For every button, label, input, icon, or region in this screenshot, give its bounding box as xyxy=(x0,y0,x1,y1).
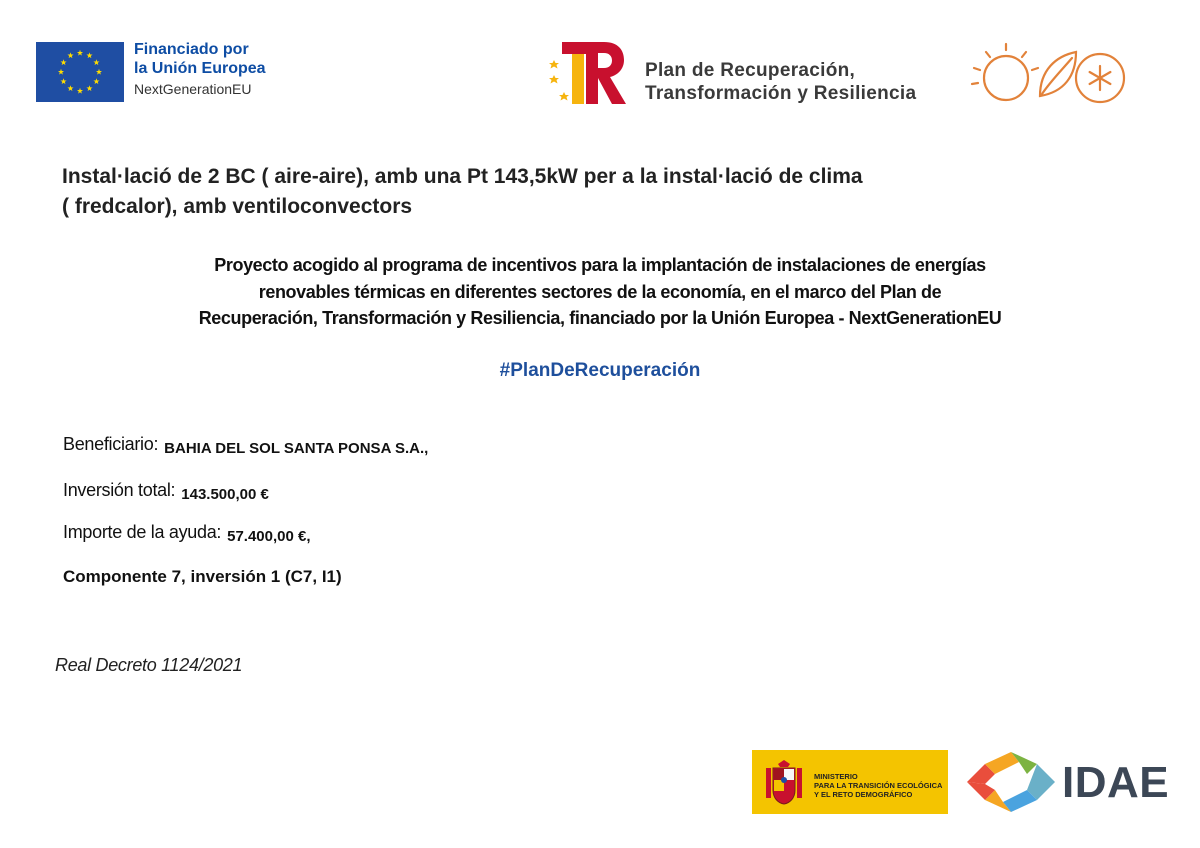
project-title-line-2: ( fredcalor), amb ventiloconvectors xyxy=(62,195,413,219)
beneficiary-row xyxy=(63,434,428,455)
plan-recuperacion-tr-icon xyxy=(548,42,628,104)
eu-flag-icon xyxy=(36,42,124,102)
aid-amount-row xyxy=(63,522,311,543)
description-line-3: Recuperación, Transformación y Resiliencia, financiado por la Unión Europea - NextGenerationEU xyxy=(198,308,1002,329)
ministerio-line-2: PARA LA TRANSICIÓN ECOLÓGICA xyxy=(814,781,943,790)
total-investment-label: Inversión total: xyxy=(63,480,176,500)
beneficiary-value: BAHIA DEL SOL SANTA PONSA S.A., xyxy=(164,440,429,457)
eu-line-1: Financiado por xyxy=(134,41,249,58)
component-row: Componente 7, inversión 1 (C7, I1) xyxy=(63,567,342,586)
ministerio-text xyxy=(814,772,942,799)
beneficiary-label: Beneficiario: xyxy=(63,434,159,454)
plan-line-1: Plan de Recuperación, xyxy=(645,60,856,81)
ministerio-logo xyxy=(752,750,948,814)
eu-line-2: la Unión Europea xyxy=(134,60,266,78)
spain-coat-of-arms-icon xyxy=(764,758,804,806)
ministerio-line-3: Y EL RETO DEMOGRÁFICO xyxy=(814,790,913,799)
aid-amount-label: Importe de la ayuda: xyxy=(63,522,222,542)
idae-wordmark: IDAE xyxy=(1062,758,1170,807)
idae-logo-icon xyxy=(964,750,1058,814)
sun-leaf-snowflake-icon xyxy=(968,40,1134,106)
royal-decree: Real Decreto 1124/2021 xyxy=(55,655,243,675)
total-investment-row xyxy=(63,480,269,501)
eu-line-3: NextGenerationEU xyxy=(134,81,252,98)
description-line-1: Proyecto acogido al programa de incentivos para la implantación de instalaciones de energías xyxy=(214,255,986,275)
aid-amount-value: 57.400,00 €, xyxy=(227,528,311,545)
eu-funding-logo-text xyxy=(134,40,266,98)
project-description xyxy=(110,252,1090,332)
hashtag: #PlanDeRecuperación xyxy=(499,360,701,381)
ministerio-line-1: MINISTERIO xyxy=(814,772,858,781)
total-investment-value: 143.500,00 € xyxy=(181,486,269,503)
plan-line-2: Transformación y Resiliencia xyxy=(645,82,917,104)
project-title xyxy=(62,162,1122,223)
project-title-line-1: Instal·lació de 2 BC ( aire-aire), amb una Pt 143,5kW per a la instal·lació de clima xyxy=(62,165,863,188)
plan-recuperacion-text xyxy=(645,60,916,106)
description-line-2: renovables térmicas en diferentes sectores de la economía, en el marco del Plan de xyxy=(258,281,942,302)
